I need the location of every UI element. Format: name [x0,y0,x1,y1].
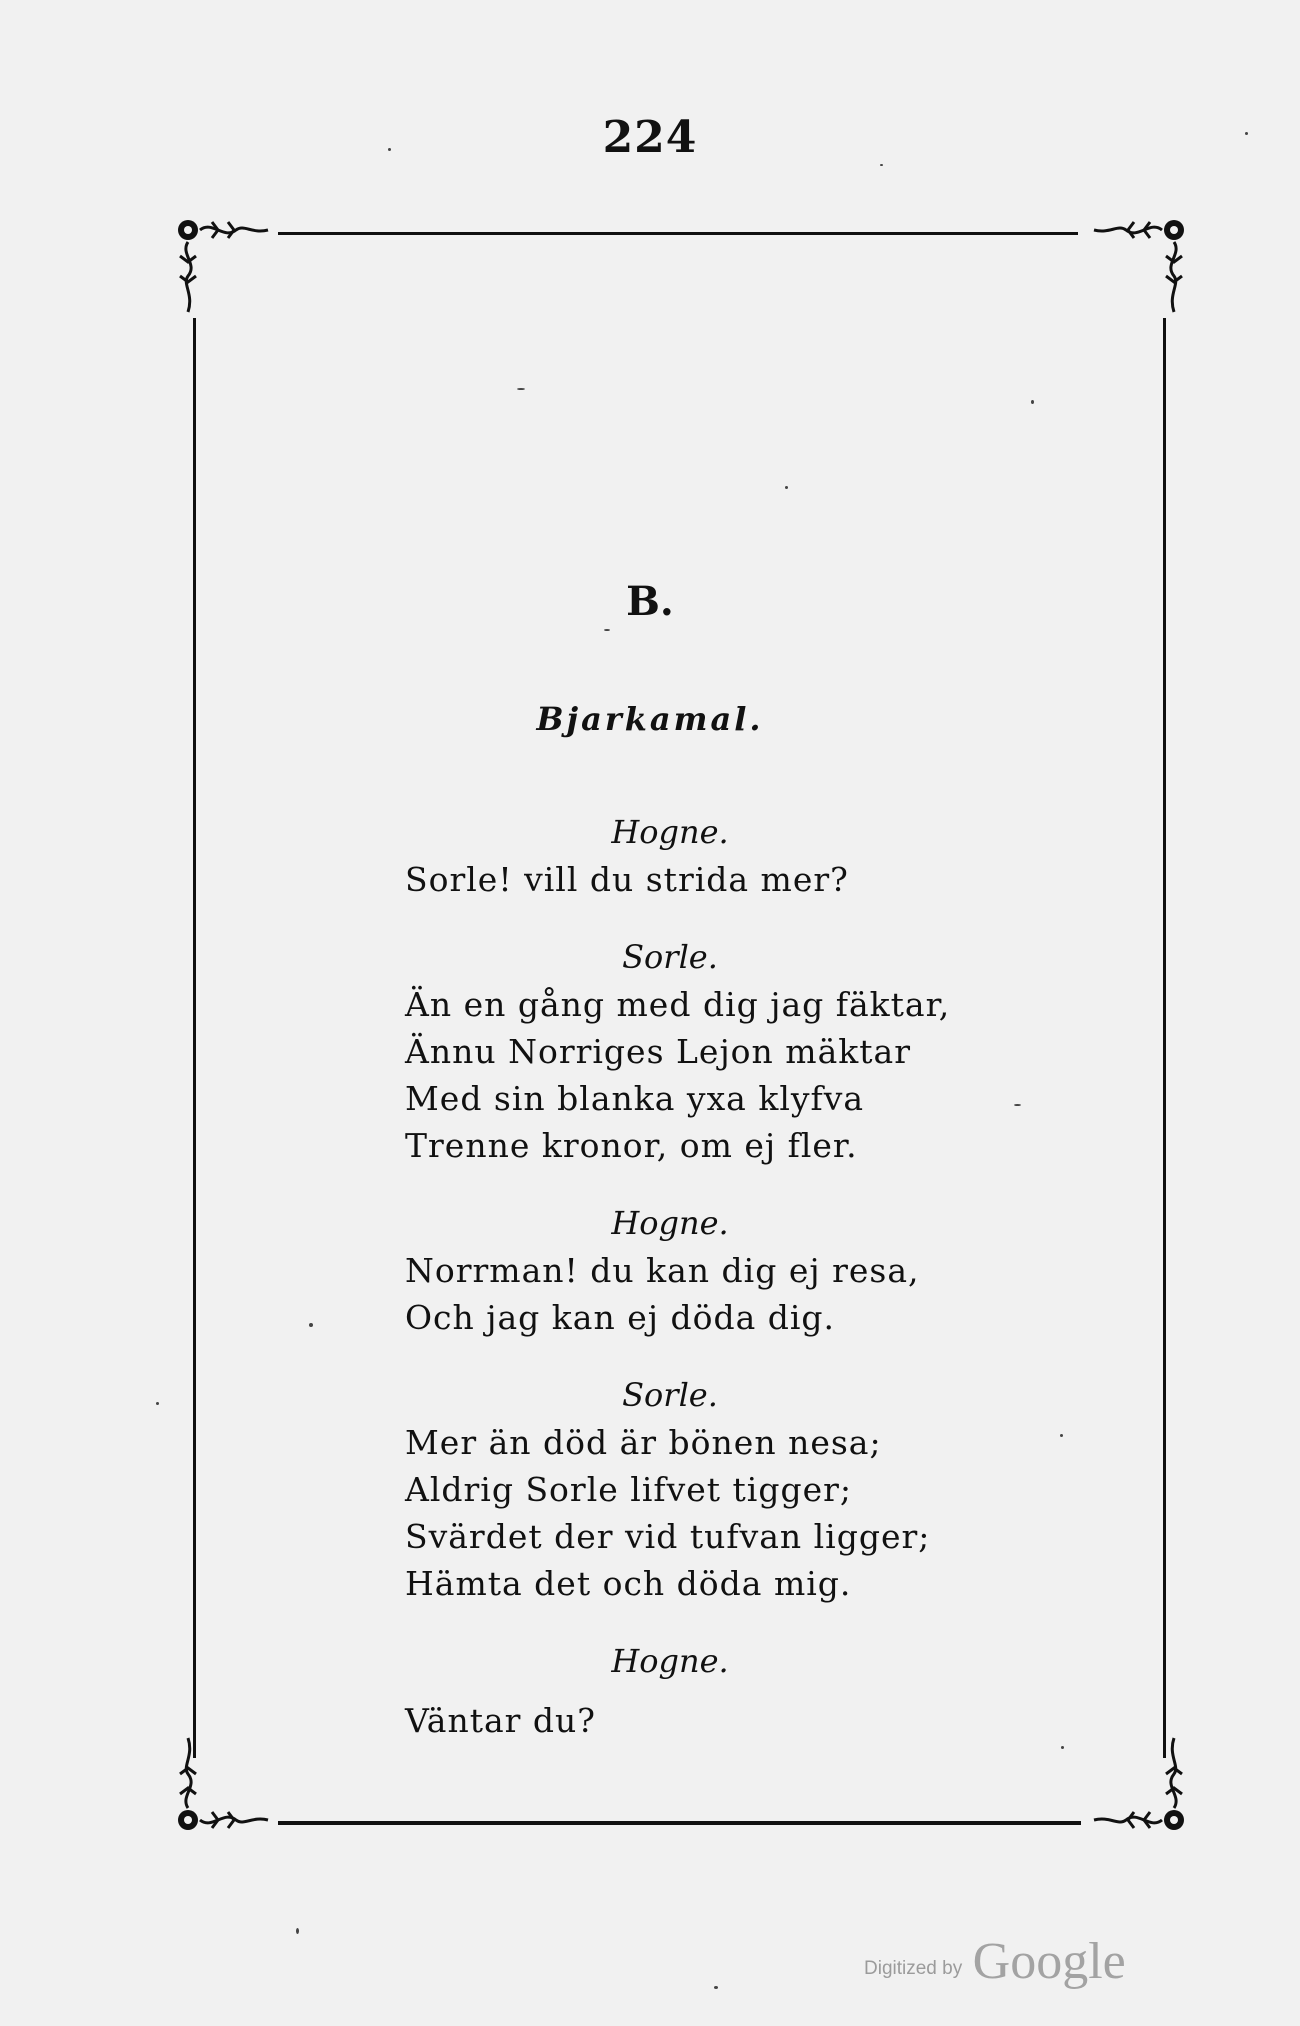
scan-speck [517,388,525,390]
scan-speck [1061,1746,1064,1749]
scan-speck [1031,400,1034,404]
stanza [405,1199,965,1341]
frame-right-line [1163,318,1166,1758]
speaker-name: Sorle. [622,1376,718,1414]
poem [405,808,965,1744]
scan-speck [880,164,883,166]
speaker-name: Sorle. [622,938,718,976]
verse-line: Och jag kan ej döda dig. [405,1298,836,1337]
stanza [405,808,965,903]
stanza-gap [405,1341,965,1371]
scan-speck [1060,1434,1063,1437]
scan-speck [1245,132,1248,135]
verse-line: Sorle! vill du strida mer? [405,860,849,899]
verse-line: Trenne kronor, om ej fler. [405,1126,858,1165]
scan-speck [785,486,788,489]
speaker-name: Hogne. [611,813,729,851]
frame-bottom-line [278,1821,1081,1825]
corner-ornament-top-right-icon [1080,208,1190,318]
speaker-name: Hogne. [611,1204,729,1242]
frame-top-line [278,232,1078,235]
stanza [405,933,965,1169]
corner-ornament-top-left-icon [172,208,282,318]
verse-line: Hämta det och döda mig. [405,1564,852,1603]
verse-line: Än en gång med dig jag fäktar, [405,985,951,1024]
stanza [405,1637,965,1744]
verse-line: Ännu Norriges Lejon mäktar [405,1032,911,1071]
speaker-gap [405,1685,965,1697]
scan-speck [156,1402,159,1405]
stanza [405,1371,965,1607]
verse-line: Med sin blanka yxa klyfva [405,1079,865,1118]
scan-speck [604,629,610,631]
digitized-by-watermark [864,1932,1126,1991]
scan-speck [714,1986,718,1989]
stanza-gap [405,1607,965,1637]
scan-speck [309,1323,313,1327]
scan-speck [388,148,391,151]
page-number: 224 [602,112,698,163]
verse-line: Norrman! du kan dig ej resa, [405,1251,920,1290]
verse-line: Mer än död är bönen nesa; [405,1423,882,1462]
scan-speck [296,1928,299,1934]
watermark-prefix: Digitized by [864,1958,963,1979]
verse-line: Väntar du? [405,1701,597,1740]
frame-left-line [193,318,196,1758]
section-letter: B. [626,578,674,625]
stanza-gap [405,903,965,933]
poem-title: Bjarkamal. [536,700,764,738]
verse-line: Aldrig Sorle lifvet tigger; [405,1470,853,1509]
google-logo: Google [972,1933,1126,1990]
scan-speck [1014,1104,1021,1106]
speaker-name: Hogne. [611,1642,729,1680]
corner-ornament-bottom-left-icon [172,1732,282,1842]
verse-line: Svärdet der vid tufvan ligger; [405,1517,931,1556]
stanza-gap [405,1169,965,1199]
corner-ornament-bottom-right-icon [1080,1732,1190,1842]
